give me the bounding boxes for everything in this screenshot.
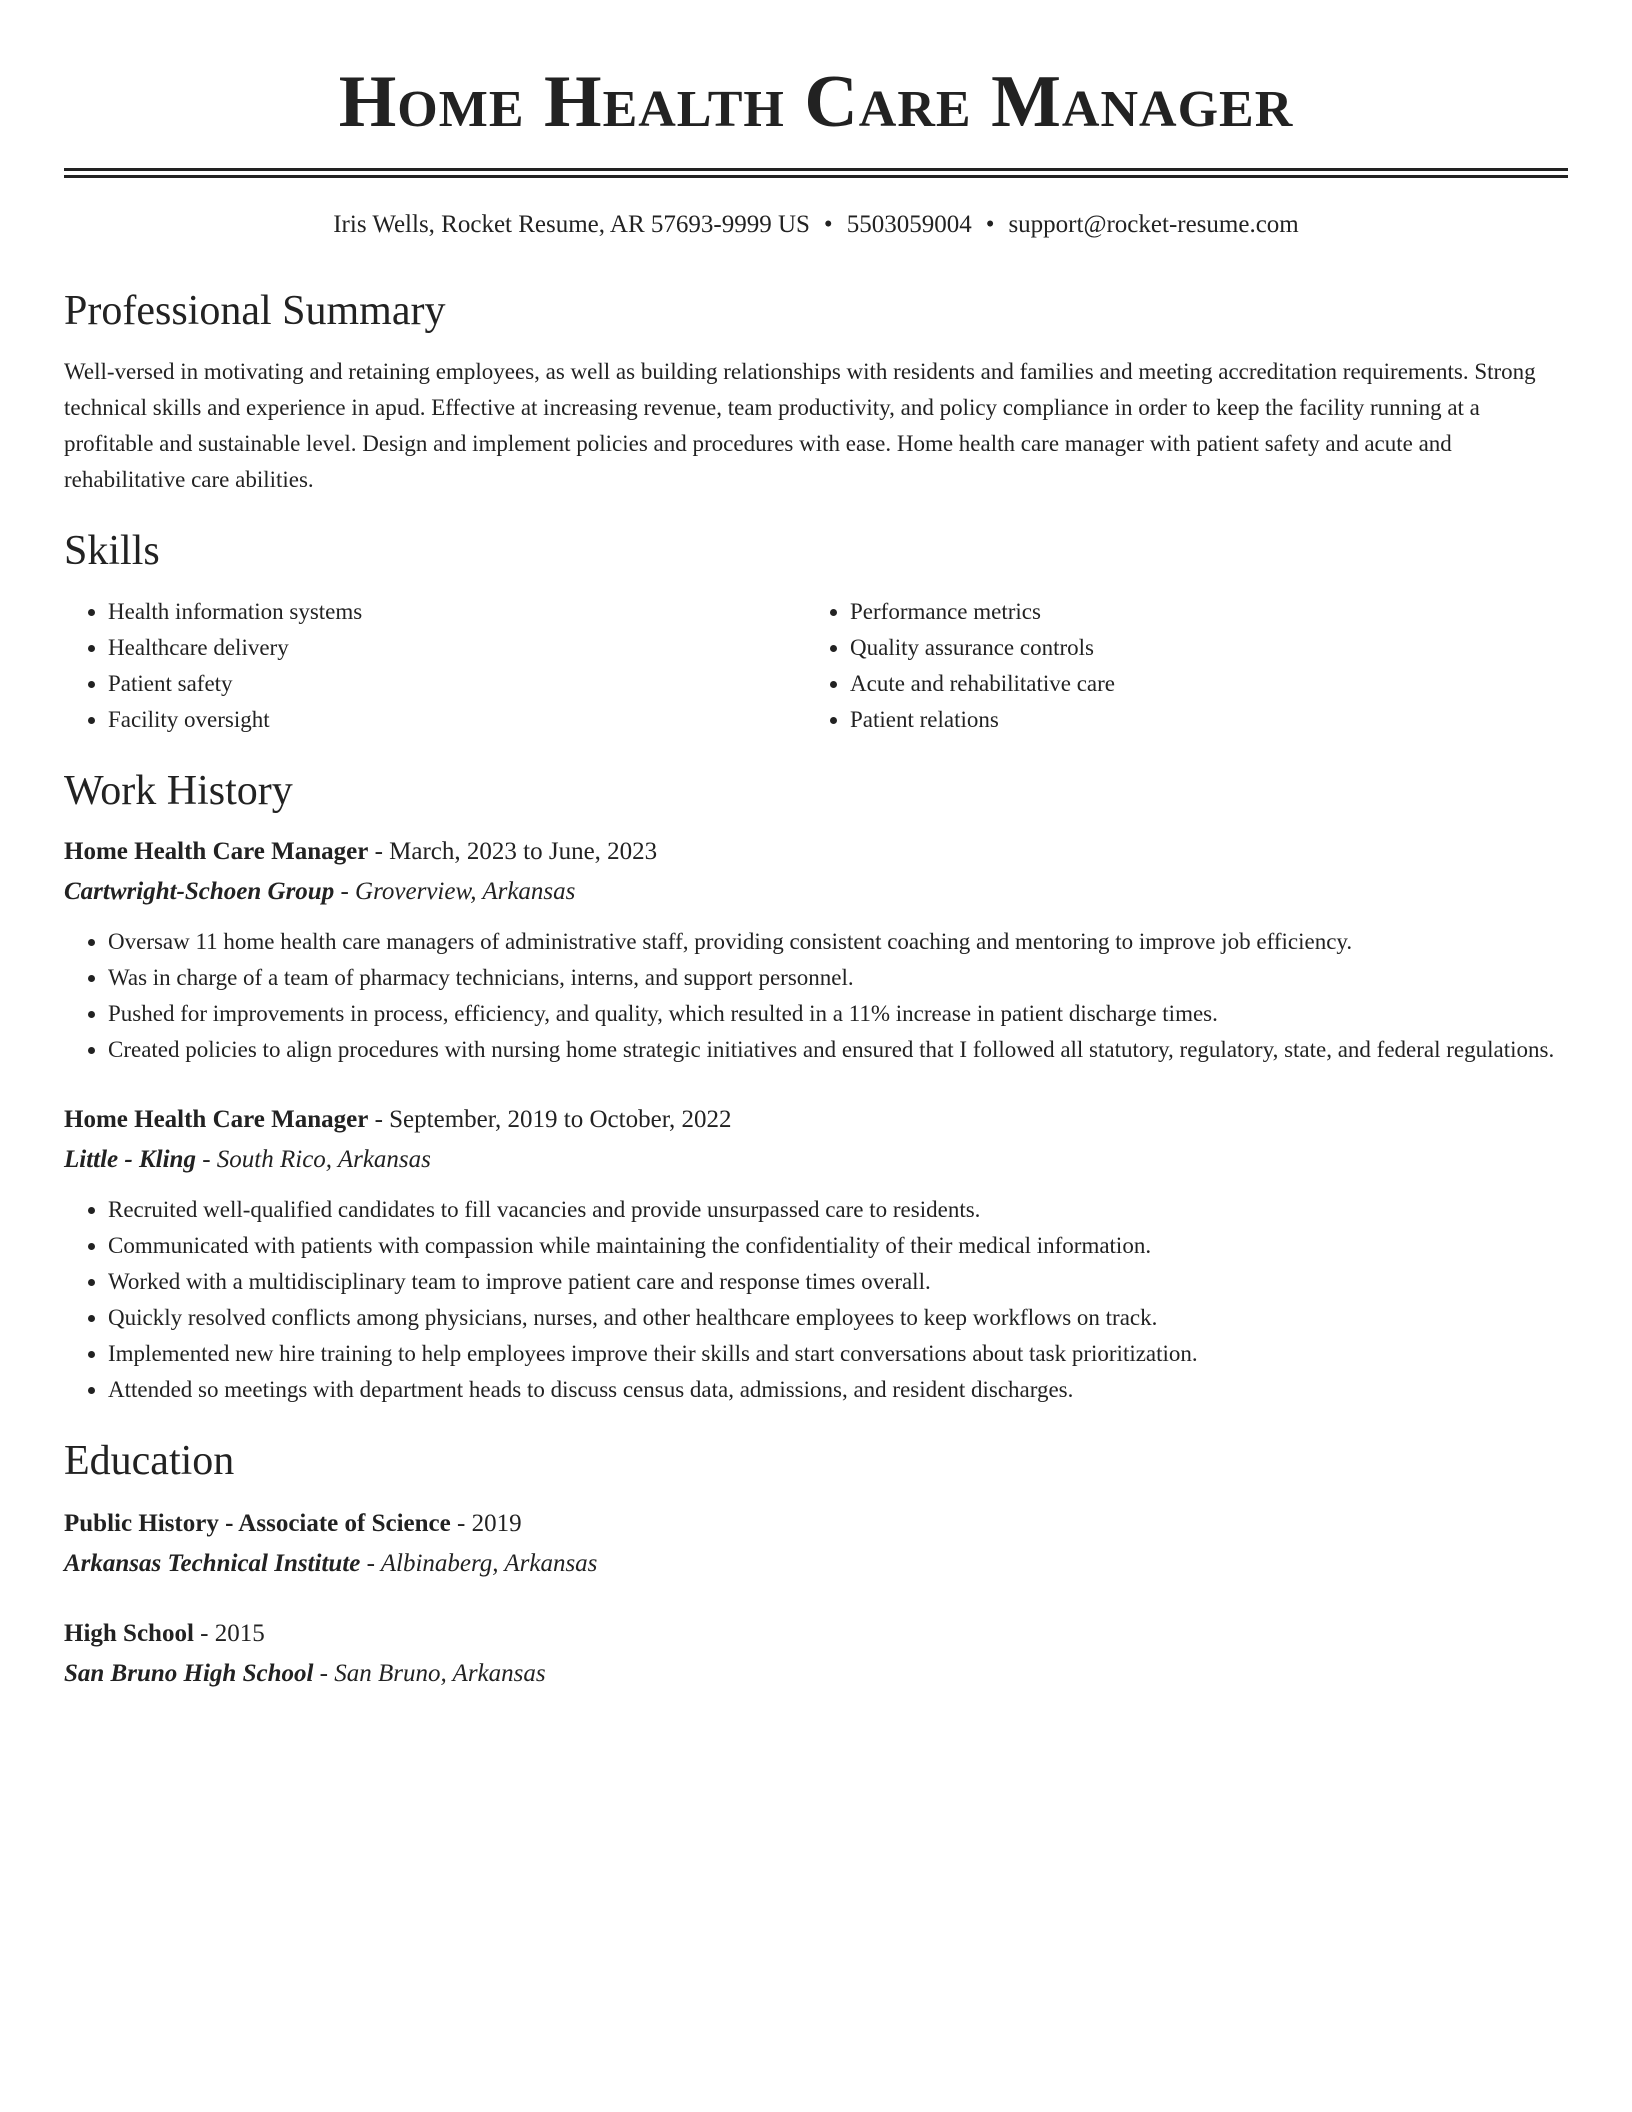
- job-role: Home Health Care Manager: [64, 1106, 369, 1133]
- job-bullets: [64, 924, 1568, 1068]
- contact-separator: •: [985, 211, 995, 238]
- job-title-line: [64, 832, 1568, 872]
- summary-text: Well-versed in motivating and retaining employees, as well as building relationships with residents and families and meeting accreditation requirements. Strong technical skills and experience in apud. Effective at increasing revenue, team productivity, and policy compliance in order to keep the facility running at a profitable and sustainable level. Design and implement policies and procedures with ease. Home health care manager with patient safety and acute and rehabilitative care abilities.: [64, 359, 1536, 492]
- education-school-line: [64, 1654, 1568, 1694]
- skill-item: • Quality assurance controls: [850, 630, 1548, 666]
- skills-heading: Skills: [64, 528, 160, 574]
- work-history-section: [64, 766, 1568, 1408]
- job-role: Home Health Care Manager: [64, 838, 369, 865]
- job-company-line: [64, 1140, 1568, 1180]
- summary-heading: Professional Summary: [64, 288, 446, 334]
- list-item: • Was in charge of a team of pharmacy technicians, interns, and support personnel.: [108, 960, 1568, 996]
- job-dates: - September, 2019 to October, 2022: [368, 1106, 732, 1133]
- skill-item: • Patient safety: [108, 666, 806, 702]
- education-section: [64, 1436, 1568, 1694]
- job-location: - South Rico, Arkansas: [195, 1146, 431, 1173]
- contact-line: [64, 208, 1568, 242]
- education-degree: High School: [64, 1620, 194, 1647]
- list-item: • Worked with a multidisciplinary team to improve patient care and response times overall.: [108, 1264, 1568, 1300]
- job-entry: [64, 1100, 1568, 1408]
- list-item: • Created policies to align procedures with nursing home strategic initiatives and ensured that I followed all statutory, regulatory, state, and federal regulations.: [108, 1032, 1568, 1068]
- summary-section: [64, 286, 1568, 498]
- education-school-line: [64, 1544, 1568, 1584]
- education-location: - San Bruno, Arkansas: [313, 1660, 546, 1687]
- job-location: - Groverview, Arkansas: [334, 878, 576, 905]
- education-entry: [64, 1614, 1568, 1694]
- education-degree: Public History - Associate of Science: [64, 1510, 451, 1537]
- list-item: • Recruited well-qualified candidates to fill vacancies and provide unsurpassed care to residents.: [108, 1192, 1568, 1228]
- skill-item: • Facility oversight: [108, 702, 806, 738]
- list-item: • Attended so meetings with department heads to discuss census data, admissions, and resident discharges.: [108, 1372, 1568, 1408]
- skill-item: • Patient relations: [850, 702, 1548, 738]
- skill-item: • Performance metrics: [850, 594, 1548, 630]
- education-location: - Albinaberg, Arkansas: [360, 1550, 598, 1577]
- list-item: • Quickly resolved conflicts among physicians, nurses, and other healthcare employees to keep workflows on track.: [108, 1300, 1568, 1336]
- education-school: San Bruno High School: [64, 1660, 314, 1687]
- education-degree-line: [64, 1614, 1568, 1654]
- education-heading: Education: [64, 1438, 235, 1484]
- job-title-line: [64, 1100, 1568, 1140]
- list-item: • Pushed for improvements in process, efficiency, and quality, which resulted in a 11% increase in patient discharge times.: [108, 996, 1568, 1032]
- list-item: • Communicated with patients with compassion while maintaining the confidentiality of their medical information.: [108, 1228, 1568, 1264]
- education-year: - 2019: [450, 1510, 522, 1537]
- resume-page: [64, 0, 1568, 1694]
- resume-title: Home Health Care Manager: [338, 61, 1294, 143]
- contact-email: support@rocket-resume.com: [1008, 211, 1299, 238]
- education-degree-line: [64, 1504, 1568, 1544]
- job-company: Cartwright-Schoen Group: [64, 878, 335, 905]
- skill-item: • Acute and rehabilitative care: [850, 666, 1548, 702]
- job-entry: [64, 832, 1568, 1068]
- skills-column-left: [64, 594, 806, 738]
- education-entry: [64, 1504, 1568, 1584]
- skill-item: • Healthcare delivery: [108, 630, 806, 666]
- job-bullets: [64, 1192, 1568, 1408]
- title-double-rule: [64, 168, 1568, 178]
- education-year: - 2015: [193, 1620, 265, 1647]
- skill-item: • Health information systems: [108, 594, 806, 630]
- job-company: Little - Kling: [64, 1146, 196, 1173]
- skills-grid: [64, 594, 1568, 738]
- contact-phone: 5503059004: [846, 211, 972, 238]
- contact-separator: •: [823, 211, 833, 238]
- list-item: • Oversaw 11 home health care managers of administrative staff, providing consistent coaching and mentoring to improve job efficiency.: [108, 924, 1568, 960]
- skills-section: [64, 526, 1568, 738]
- job-company-line: [64, 872, 1568, 912]
- education-school: Arkansas Technical Institute: [64, 1550, 361, 1577]
- work-history-heading: Work History: [64, 768, 293, 814]
- skills-column-right: [806, 594, 1548, 738]
- list-item: • Implemented new hire training to help employees improve their skills and start conversations about task prioritization.: [108, 1336, 1568, 1372]
- contact-address: Iris Wells, Rocket Resume, AR 57693-9999 US: [333, 211, 810, 238]
- job-dates: - March, 2023 to June, 2023: [368, 838, 658, 865]
